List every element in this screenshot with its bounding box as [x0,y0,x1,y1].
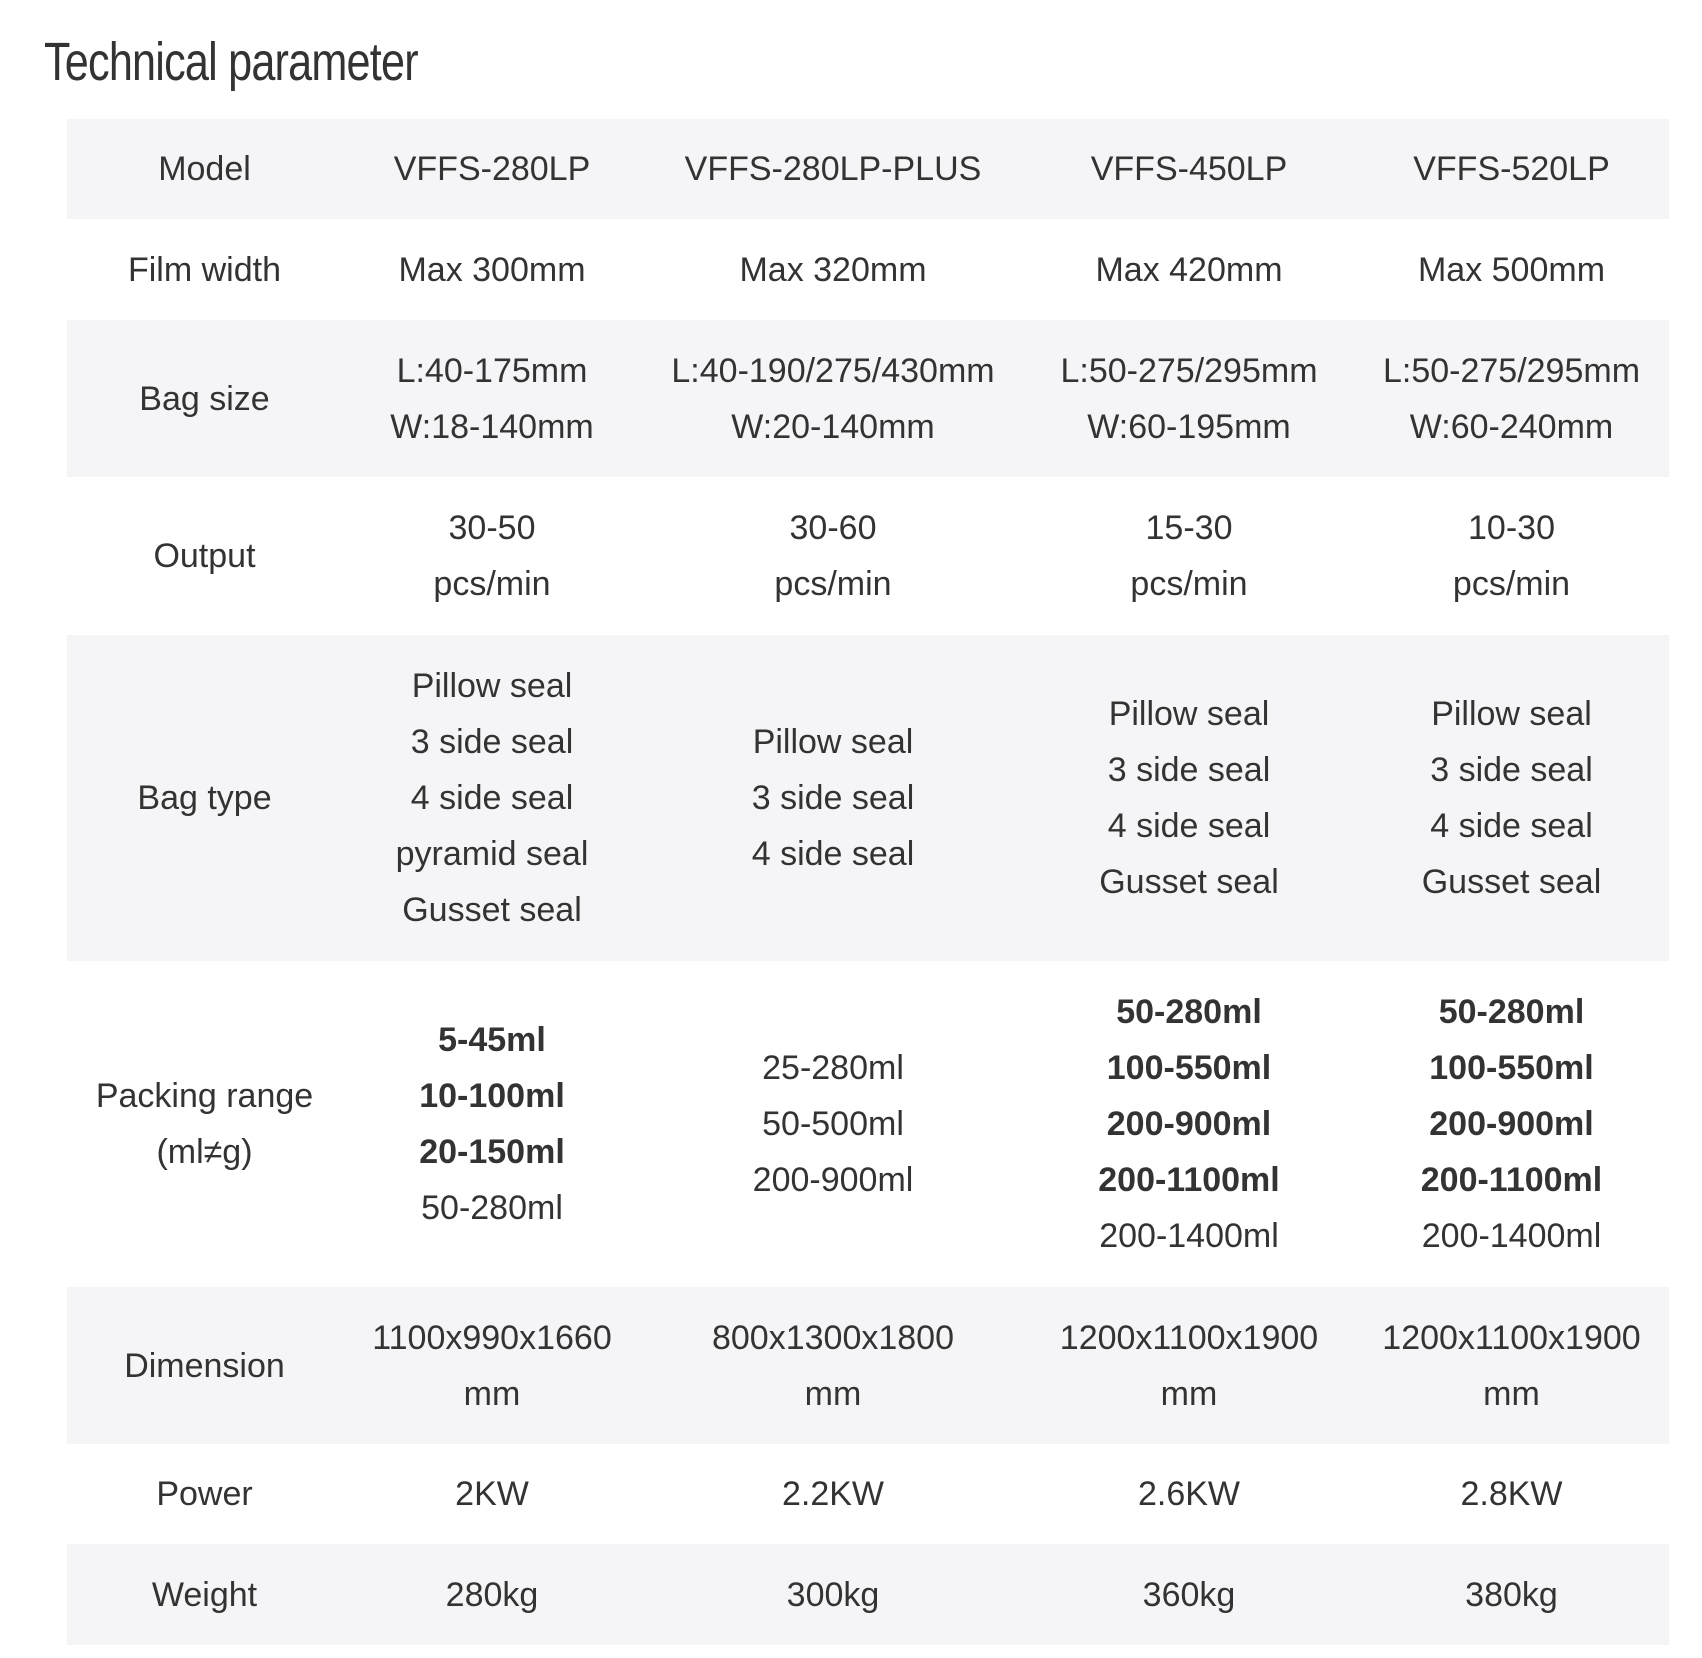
cell-value-line: 3 side seal [1430,751,1593,789]
cell-value-line: 380kg [1465,1575,1558,1614]
table-row-output [67,477,1669,635]
cell-model-col1 [342,119,642,219]
cell-value-line: 300kg [786,1575,880,1614]
cell-value-line: 100-550ml [1429,1049,1594,1087]
cell-value-line: L:40-190/275/430mm [671,351,995,390]
cell-packing-range-col3 [1024,961,1354,1287]
cell-value-line: 20-150ml [419,1133,565,1171]
cell-value-line: W:60-195mm [1087,407,1291,446]
cell-bag-size-col4 [1354,320,1669,477]
cell-value-line: Pillow seal [1108,695,1270,733]
cell-model-col4 [1354,119,1669,219]
table-body [67,119,1669,1645]
cell-value-line: L:50-275/295mm [1382,351,1641,390]
cell-value-line: Max 320mm [739,250,927,289]
row-label-bag-size [67,320,342,477]
cell-power-col3 [1024,1444,1354,1544]
cell-value-line: W:18-140mm [390,407,594,446]
row-label-dimension [67,1287,342,1444]
row-label-output [67,477,342,635]
row-label-text: (ml≠g) [156,1133,253,1171]
row-label-text: Film width [127,250,282,289]
table-row-dimension [67,1287,1669,1444]
cell-packing-range-col1 [342,961,642,1287]
cell-packing-range-col2 [642,961,1024,1287]
cell-film-width-col1 [342,219,642,320]
row-label-bag-type [67,635,342,961]
row-label-text: Dimension [124,1346,285,1385]
row-label-packing-range [67,961,342,1287]
cell-value-line: 2.2KW [781,1475,885,1513]
cell-film-width-col4 [1354,219,1669,320]
cell-value-line: 10-30 [1468,509,1555,547]
cell-bag-size-col2 [642,320,1024,477]
cell-value-line: 4 side seal [1107,807,1271,845]
cell-value-line: 50-280ml [421,1189,563,1227]
cell-value-line: 200-900ml [752,1161,914,1199]
cell-value-line: L:40-175mm [396,351,588,390]
cell-output-col1 [342,477,642,635]
cell-power-col2 [642,1444,1024,1544]
cell-value-line: pyramid seal [395,835,589,873]
cell-value-line: 280kg [445,1575,539,1614]
cell-value-line: Max 420mm [1095,250,1283,289]
cell-power-col4 [1354,1444,1669,1544]
cell-value-line: 3 side seal [410,723,574,761]
cell-value-line: 4 side seal [1430,807,1593,845]
cell-value-line: 200-900ml [1429,1105,1594,1143]
cell-value-line: pcs/min [1452,565,1571,603]
cell-value-line: 800x1300x1800 [711,1318,954,1357]
cell-value-line: 30-60 [789,509,877,547]
cell-value-line: Pillow seal [1431,695,1592,733]
cell-weight-col3 [1024,1544,1354,1645]
cell-value-line: 2.6KW [1137,1475,1241,1513]
cell-value-line: mm [1160,1374,1218,1413]
cell-value-line: L:50-275/295mm [1060,351,1318,390]
cell-value-line: VFFS-520LP [1413,150,1610,188]
row-label-text: Power [156,1475,253,1513]
cell-value-line: 360kg [1142,1575,1236,1614]
cell-model-col2 [642,119,1024,219]
row-label-model [67,119,342,219]
cell-value-line: VFFS-280LP [393,150,591,188]
cell-value-line: 25-280ml [762,1049,904,1087]
cell-value-line: Pillow seal [411,667,573,705]
cell-value-line: 15-30 [1145,509,1233,547]
cell-value-line: 3 side seal [1107,751,1271,789]
cell-value-line: Gusset seal [402,891,582,929]
cell-value-line: 50-280ml [1116,993,1262,1031]
table-row-film-width [67,219,1669,320]
cell-value-line: mm [463,1374,521,1413]
page-title: Technical parameter [44,32,418,92]
cell-value-line: 1200x1100x1900 [1059,1318,1319,1357]
cell-value-line: 200-1400ml [1421,1217,1602,1255]
cell-value-line: 50-500ml [762,1105,904,1143]
cell-value-line: 2KW [455,1475,529,1513]
cell-weight-col2 [642,1544,1024,1645]
cell-weight-col4 [1354,1544,1669,1645]
row-label-text: Packing range [95,1077,314,1115]
cell-value-line: 200-1400ml [1099,1217,1279,1255]
cell-value-line: W:60-240mm [1409,407,1614,446]
cell-bag-type-col2 [642,635,1024,961]
cell-value-line: Gusset seal [1099,863,1279,901]
cell-value-line: pcs/min [774,565,892,603]
cell-film-width-col3 [1024,219,1354,320]
row-label-text: Output [153,537,256,575]
cell-weight-col1 [342,1544,642,1645]
cell-value-line: W:20-140mm [731,407,935,446]
cell-dimension-col2 [642,1287,1024,1444]
cell-bag-type-col3 [1024,635,1354,961]
cell-value-line: Pillow seal [752,723,914,761]
cell-value-line: 1100x990x1660 [372,1318,612,1357]
cell-value-line: 1200x1100x1900 [1382,1318,1641,1357]
cell-model-col3 [1024,119,1354,219]
cell-value-line: 4 side seal [751,835,915,873]
cell-value-line: Max 500mm [1417,250,1606,289]
cell-power-col1 [342,1444,642,1544]
cell-value-line: pcs/min [433,565,551,603]
cell-value-line: 50-280ml [1438,993,1585,1031]
cell-packing-range-col4 [1354,961,1669,1287]
row-label-text: Bag size [139,379,270,418]
cell-output-col2 [642,477,1024,635]
row-label-text: Weight [151,1575,258,1614]
cell-value-line: 2.8KW [1460,1475,1563,1513]
row-label-film-width [67,219,342,320]
table-row-power [67,1444,1669,1544]
cell-value-line: VFFS-280LP-PLUS [684,150,982,188]
cell-value-line: mm [1483,1374,1540,1413]
cell-value-line: mm [804,1374,862,1413]
cell-value-line: 200-1100ml [1420,1161,1603,1199]
row-label-text: Model [158,150,251,188]
cell-dimension-col1 [342,1287,642,1444]
table-row-bag-size [67,320,1669,477]
cell-value-line: 5-45ml [438,1021,546,1059]
cell-bag-type-col4 [1354,635,1669,961]
cell-value-line: 10-100ml [419,1077,565,1115]
table-row-model [67,119,1669,219]
cell-bag-size-col3 [1024,320,1354,477]
cell-value-line: 4 side seal [410,779,574,817]
cell-value-line: VFFS-450LP [1090,150,1288,188]
cell-output-col3 [1024,477,1354,635]
cell-value-line: Gusset seal [1421,863,1602,901]
cell-value-line: 3 side seal [751,779,915,817]
cell-bag-size-col1 [342,320,642,477]
cell-value-line: 30-50 [448,509,536,547]
technical-parameter-table [67,119,1669,1645]
cell-value-line: 200-900ml [1106,1105,1272,1143]
row-label-power [67,1444,342,1544]
cell-film-width-col2 [642,219,1024,320]
row-label-weight [67,1544,342,1645]
cell-value-line: 200-1100ml [1098,1161,1280,1199]
cell-value-line: 100-550ml [1106,1049,1272,1087]
table-row-packing-range [67,961,1669,1287]
cell-value-line: Max 300mm [398,250,586,289]
cell-value-line: pcs/min [1130,565,1248,603]
cell-output-col4 [1354,477,1669,635]
cell-bag-type-col1 [342,635,642,961]
cell-dimension-col4 [1354,1287,1669,1444]
table-row-weight [67,1544,1669,1645]
table-row-bag-type [67,635,1669,961]
cell-dimension-col3 [1024,1287,1354,1444]
row-label-text: Bag type [137,779,272,817]
